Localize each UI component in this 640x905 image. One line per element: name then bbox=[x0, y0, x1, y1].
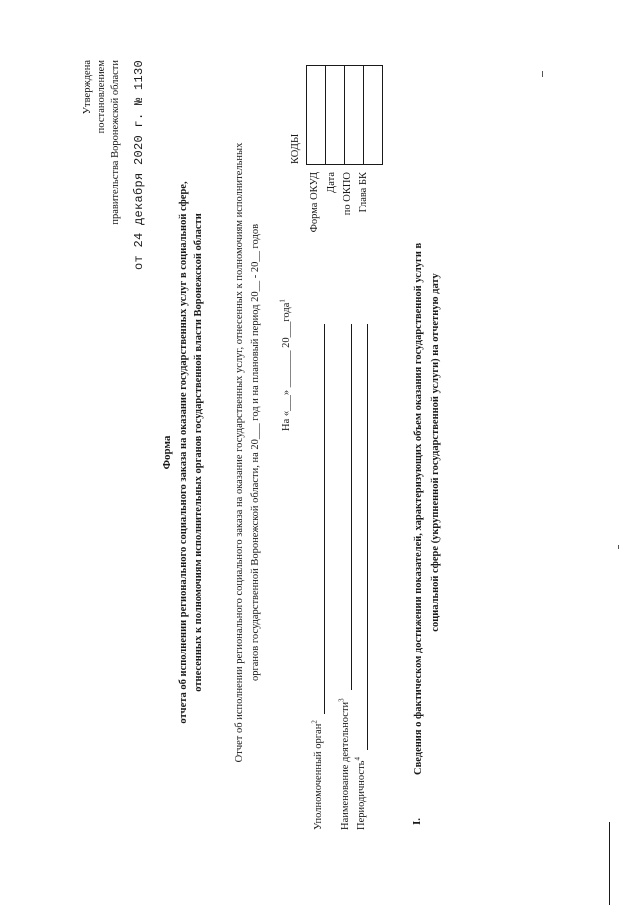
scan-mark bbox=[618, 545, 619, 549]
bk-cell bbox=[364, 66, 383, 165]
bk-label: Глава БК bbox=[358, 172, 369, 213]
codes-header: КОДЫ bbox=[290, 133, 301, 164]
approval-line3: правительства Воронежской области bbox=[110, 60, 121, 225]
form-title-line1: отчета об исполнении регионального социального заказа на оказание государственных услуг в социальной сфере, bbox=[178, 181, 189, 724]
organ-label: Уполномоченный орган$^2$ bbox=[310, 720, 324, 830]
footnote-separator bbox=[609, 822, 610, 905]
approval-line1: Утверждена bbox=[82, 60, 93, 115]
approval-line2: постановлением bbox=[96, 60, 107, 134]
okpo-cell bbox=[345, 66, 364, 165]
approval-line4: от 24 декабря 2020 г. № 1130 bbox=[132, 60, 146, 271]
report-line1: Отчет об исполнении регионального социального заказа на оказание государственных услуг, отнесенных к полномочиям исполнительных bbox=[234, 142, 245, 763]
date-label: Дата bbox=[326, 172, 337, 193]
activity-underline bbox=[351, 324, 352, 690]
organ-underline bbox=[324, 324, 325, 714]
form-heading: Форма bbox=[161, 435, 173, 470]
form-title-line2: отнесенных к полномочиям исполнительных органов государственной власти Воронежской области bbox=[193, 213, 204, 692]
activity-label: Наименование деятельности$^3$ bbox=[337, 698, 351, 830]
report-line2: органов государственной Воронежской области, на 20___ год и на плановый период 20__ - 20__ годов bbox=[250, 223, 261, 682]
section1-number: I. bbox=[411, 817, 423, 825]
okud-cell bbox=[307, 66, 326, 165]
codes-table bbox=[306, 65, 383, 165]
scan-mark bbox=[542, 71, 543, 77]
period-underline bbox=[367, 324, 368, 750]
date-cell bbox=[326, 66, 345, 165]
section1-line2: социальной сфере (укрупненной государственной услуги) на отчетную дату bbox=[430, 273, 441, 632]
section1-line1: Сведения о фактическом достижении показателей, характеризующих объем оказания государственной услуги в bbox=[413, 242, 424, 775]
period-label: Периодичность$^4$ bbox=[353, 757, 367, 830]
report-date: На «___» _______ 20___года$^1$ bbox=[278, 299, 292, 431]
okpo-label: по ОКПО bbox=[342, 172, 353, 216]
okud-label: Форма ОКУД bbox=[309, 172, 320, 233]
